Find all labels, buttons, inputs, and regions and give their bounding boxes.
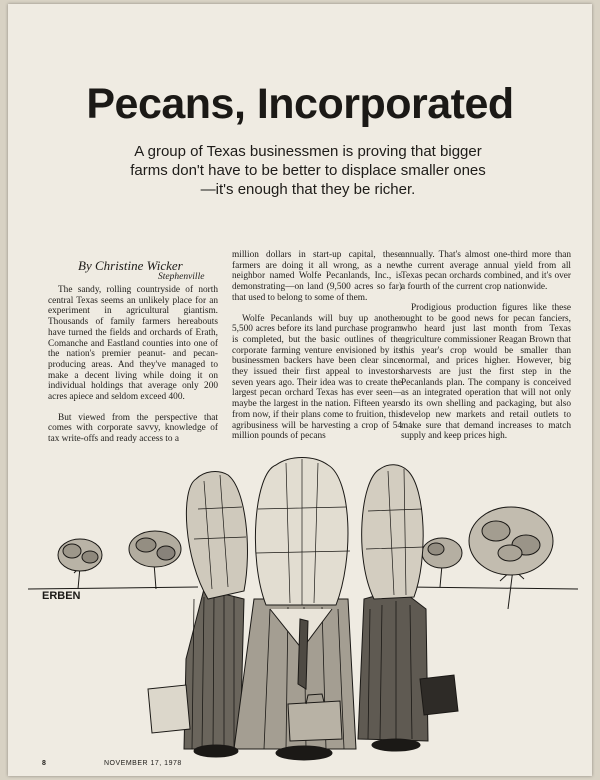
paragraph: Prodigious production figures like these ought to be good news for pecan fanciers, who heard just last month from Texas agriculture commissioner Reagan Brown that this year's crop would be smaller than normal, and prices higher. However, big harvests are just the first step in the Pecanlands plan. The company is conceived as an integrated operation that will not only do its own shelling and packaging, but also develop new markets and retail outlets to make sure that demand increases to match supply and keep prices high.: [401, 302, 571, 442]
artist-signature: ERBEN: [42, 590, 81, 602]
byline: By Christine Wicker: [78, 258, 183, 273]
pecan-man-left: [184, 472, 247, 749]
magazine-page: [8, 4, 592, 776]
shopping-bag: [148, 685, 190, 733]
tree-icon: [422, 538, 462, 587]
briefcase: [420, 675, 458, 715]
necktie: [298, 619, 308, 689]
paragraph: annually. That's almost one-third more than the current average annual yield from all Texas pecan orchards combined, and it's over a fourth of the current crop nationwide.: [401, 250, 571, 293]
article-column-2: [232, 250, 402, 442]
article-column-3: [401, 250, 571, 442]
tree-icon: [58, 539, 102, 589]
briefcase: [288, 701, 342, 741]
pecan-businessmen-illustration: [8, 449, 592, 769]
headline: Pecans, Incorporated: [86, 80, 514, 128]
article-column-1: [48, 285, 218, 445]
pecan-man-right: [358, 465, 428, 741]
paragraph: Wolfe Pecanlands will buy up another 5,500 acres before its land purchase program is completed, but the basic outlines of the corporate farming venture envisioned by its businessmen backers have been clear since they issued their first appeal to investors seven years ago. Their idea was to create the largest pecan orchard Texas has ever seen—maybe the largest in the nation. Fifteen years from now, if their plans come to fruition, this agribusiness will be harvesting a crop of 54 million pounds of pecans: [232, 313, 402, 442]
paragraph: million dollars in start-up capital, these farmers are doing it all wrong, as a new neighbor named Wolfe Pecanlands, Inc., is demonstrating—on land (9,500 acres so far) that used to belong to some of them.: [232, 250, 402, 303]
dateline: Stephenville: [158, 272, 205, 282]
tree-icon: [129, 531, 181, 589]
deck-subtitle: A group of Texas businessmen is proving that bigger farms don't have to be better to displace smaller ones—it's enough that they be richer.: [130, 143, 486, 198]
page-number: 8: [42, 760, 46, 767]
paragraph: But viewed from the perspective that comes with corporate savvy, knowledge of tax write-offs and ready access to a: [48, 412, 218, 445]
issue-date: NOVEMBER 17, 1978: [104, 760, 182, 767]
paragraph: The sandy, rolling countryside of north central Texas seems an unlikely place for an experiment in agricultural giantism. Thousands of family farmers hereabouts have turned the fields and orchards of Erath, Comanche and Eastland counties into one of the nation's premier peanut- and pecan-producing areas. And they've managed to make a decent living while doing it on individual holdings that average only 200 acres apiece and seldom exceed 400.: [48, 285, 218, 403]
tree-icon: [469, 507, 553, 609]
